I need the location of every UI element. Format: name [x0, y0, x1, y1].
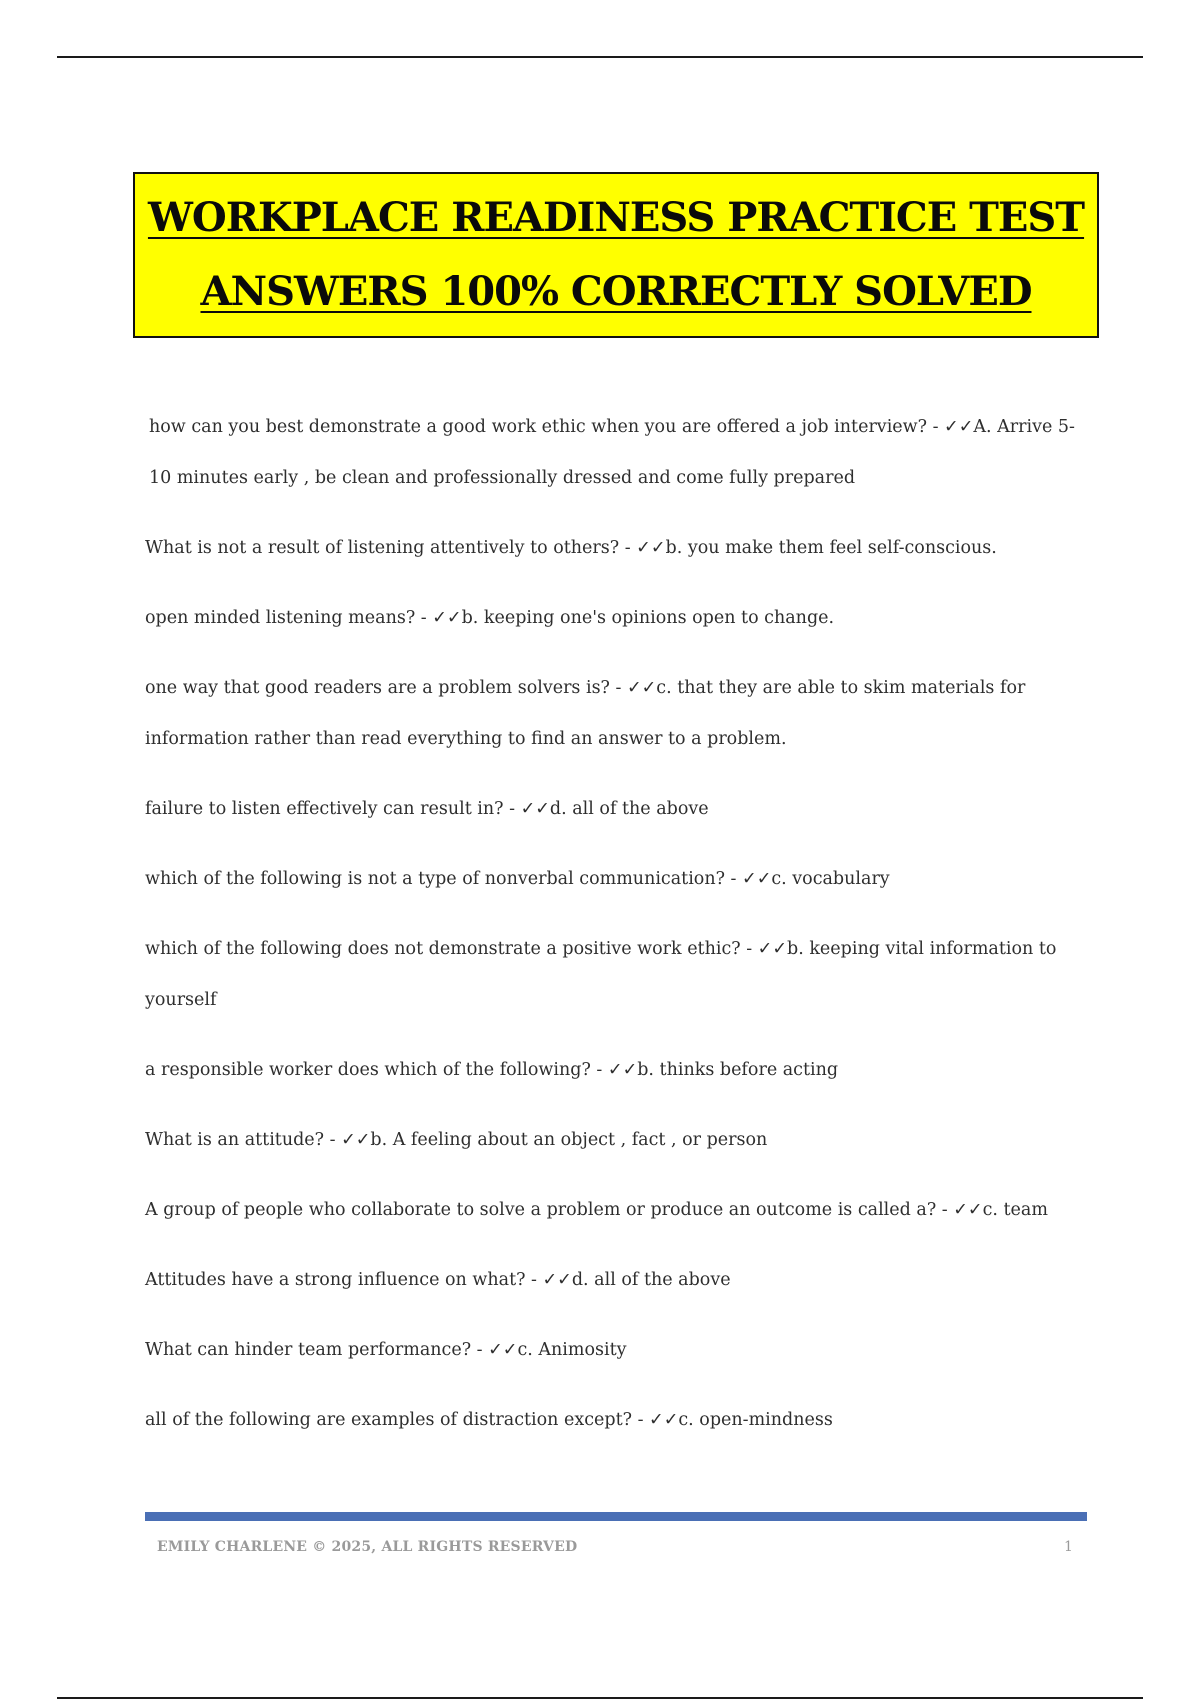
qa-item: What is an attitude? - ✓✓b. A feeling about an object , fact , or person [145, 1130, 768, 1150]
top-divider [57, 56, 1143, 58]
qa-item: one way that good readers are a problem solvers is? - ✓✓c. that they are able to skim materials for information rather than read everything to find an answer to a problem. [145, 678, 1026, 749]
qa-item: A group of people who collaborate to solve a problem or produce an outcome is called a? - ✓✓c. team [145, 1200, 1048, 1220]
qa-item: What can hinder team performance? - ✓✓c. Animosity [145, 1340, 627, 1360]
title-banner [133, 172, 1099, 338]
qa-item: all of the following are examples of distraction except? - ✓✓c. open-mindness [145, 1410, 833, 1430]
footer-rule [145, 1512, 1087, 1521]
qa-item: failure to listen effectively can result in? - ✓✓d. all of the above [145, 799, 709, 819]
qa-item: What is not a result of listening attentively to others? - ✓✓b. you make them feel self-conscious. [145, 538, 997, 558]
document-title-line-1: WORKPLACE READINESS PRACTICE TEST [147, 194, 1085, 241]
qa-item: Attitudes have a strong influence on what? - ✓✓d. all of the above [145, 1270, 731, 1290]
qa-item: which of the following is not a type of nonverbal communication? - ✓✓c. vocabulary [145, 869, 890, 889]
bottom-divider [57, 1697, 1143, 1699]
qa-item: a responsible worker does which of the following? - ✓✓b. thinks before acting [145, 1060, 839, 1080]
question-answer-list [145, 402, 1095, 1465]
footer-copyright: EMILY CHARLENE © 2025, ALL RIGHTS RESERVED [157, 1539, 578, 1555]
document-title-line-2: ANSWERS 100% CORRECTLY SOLVED [200, 268, 1032, 315]
qa-item: which of the following does not demonstrate a positive work ethic? - ✓✓b. keeping vital information to yourself [145, 939, 1057, 1010]
page-number: 1 [1064, 1539, 1073, 1555]
qa-item: how can you best demonstrate a good work ethic when you are offered a job interview? - ✓✓A. Arrive 5-10 minutes early , be clean and professionally dressed and come fully prepared [149, 417, 1075, 488]
qa-item: open minded listening means? - ✓✓b. keeping one's opinions open to change. [145, 608, 835, 628]
